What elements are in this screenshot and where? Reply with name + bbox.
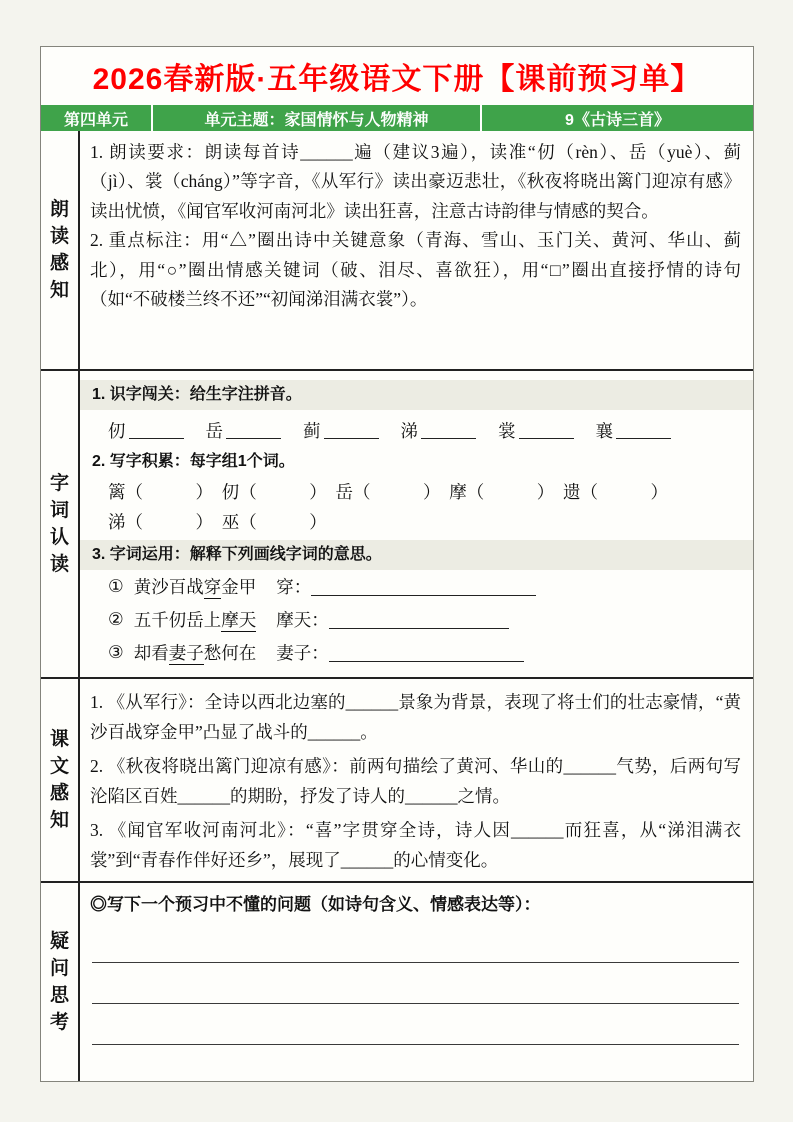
pinyin-char: 涕 [400, 421, 418, 441]
pinyin-row [80, 410, 753, 444]
phrase-marked-word: 摩天 [221, 610, 257, 630]
section-question [41, 881, 753, 1081]
usage-phrase [134, 574, 257, 599]
words-content [80, 371, 753, 677]
unit-bar [41, 105, 753, 131]
pinyin-answer-line [421, 437, 476, 439]
usage-phrase [134, 640, 257, 665]
section-label-words: 字词认读 [49, 473, 69, 575]
section-label-question: 疑问思考 [49, 931, 69, 1033]
section-label-cell-words [41, 371, 80, 677]
usage-number: ③ [108, 642, 124, 662]
worksheet-sheet [40, 46, 754, 1082]
phrase-pre: 黄沙百战 [133, 577, 204, 597]
section-reading [41, 131, 753, 369]
usage-item-1 [80, 570, 753, 603]
phrase-pre: 却看 [133, 643, 169, 663]
phrase-marked-word: 妻子 [168, 643, 204, 663]
usage-question: 妻子： [276, 643, 329, 663]
answer-line [329, 627, 509, 629]
pinyin-char: 岳 [205, 421, 223, 441]
pinyin-char: 仞 [108, 421, 126, 441]
task-title-usage: 3. 字词运用：解释下列画线字词的意思。 [80, 540, 753, 570]
task-title-word-building: 2. 写字积累：每字组1个词。 [92, 453, 295, 470]
pinyin-char: 裳 [498, 421, 516, 441]
question-prompt: ◎写下一个预习中不懂的问题（如诗句含义、情感表达等）： [90, 895, 541, 914]
answer-line [311, 594, 536, 596]
question-answer-line [92, 1004, 739, 1045]
reading-instruction-1: 1. 朗读要求：朗读每首诗______遍（建议3遍），读准“仞（rèn）、岳（yuè）、蓟（jì）、裳（cháng）”等字音，《从军行》读出豪迈悲壮，《秋夜将晓出篱门迎凉有感》读出忧愤，《闻官军收河南河北》读出狂喜，注意古诗韵律与情感的契合。 [90, 142, 741, 221]
phrase-marked-word: 穿 [203, 577, 222, 597]
usage-question: 摩天： [276, 610, 329, 630]
section-label-cell-question [41, 883, 80, 1081]
text-item-2: 2. 《秋夜将晓出篱门迎凉有感》：前两句描绘了黄河、华山的______气势，后两句写沦陷区百姓______的期盼，抒发了诗人的______之情。 [90, 755, 741, 807]
usage-item-3 [80, 636, 753, 669]
section-label-text: 课文感知 [49, 729, 69, 831]
pinyin-char: 蓟 [303, 421, 321, 441]
answer-line [329, 660, 524, 662]
text-item-3: 3. 《闻官军收河南河北》：“喜”字贯穿全诗，诗人因______而狂喜，从“涕泪满衣裳”到“青春作伴好还乡”，展现了______的心情变化。 [90, 819, 741, 871]
unit-theme: 单元主题：家国情怀与人物精神 [151, 105, 482, 131]
question-answer-line [92, 963, 739, 1004]
task-title-pinyin: 1. 识字闯关：给生字注拼音。 [80, 380, 753, 410]
pinyin-answer-line [226, 437, 281, 439]
page-title: 2026春新版·五年级语文下册【课前预习单】 [92, 63, 702, 96]
worksheet-grid [41, 131, 753, 1081]
lesson-title: 9《古诗三首》 [565, 111, 670, 129]
section-words [41, 369, 753, 677]
usage-number: ② [108, 609, 124, 629]
phrase-pre: 五千仞岳上 [133, 610, 222, 630]
unit-number: 第四单元 [63, 111, 128, 129]
pinyin-answer-line [519, 437, 574, 439]
pinyin-answer-line [324, 437, 379, 439]
pinyin-answer-line [129, 437, 184, 439]
section-text [41, 677, 753, 881]
phrase-post: 愁何在 [203, 643, 257, 663]
text-item-1: 1. 《从军行》：全诗以西北边塞的______景象为背景，表现了将士们的壮志豪情，“黄沙百战穿金甲”凸显了战斗的______。 [90, 692, 741, 743]
text-content [80, 679, 753, 881]
reading-content [80, 131, 753, 369]
section-label-cell-reading [41, 131, 80, 369]
pinyin-answer-line [616, 437, 671, 439]
title-row [41, 47, 753, 105]
usage-question: 穿： [276, 577, 312, 597]
word-building-row-2: 涕（ ） 巫（ ） [108, 512, 327, 532]
section-label-cell-text [41, 679, 80, 881]
phrase-post: 金甲 [221, 577, 257, 597]
usage-phrase [134, 607, 257, 632]
word-building-row-1: 篱（ ） 仞（ ） 岳（ ） 摩（ ） 遗（ ） [108, 482, 668, 502]
question-answer-line [92, 922, 739, 963]
usage-number: ① [108, 576, 124, 596]
section-label-reading: 朗读感知 [49, 199, 69, 301]
question-content [80, 883, 753, 1081]
pinyin-char: 襄 [595, 421, 613, 441]
usage-item-2 [80, 603, 753, 636]
reading-instruction-2: 2. 重点标注：用“△”圈出诗中关键意象（青海、雪山、玉门关、黄河、华山、蓟北），用“○”圈出情感关键词（破、泪尽、喜欲狂），用“□”圈出直接抒情的诗句（如“不破楼兰终不还”“初闻涕泪满衣裳”）。 [90, 230, 741, 310]
